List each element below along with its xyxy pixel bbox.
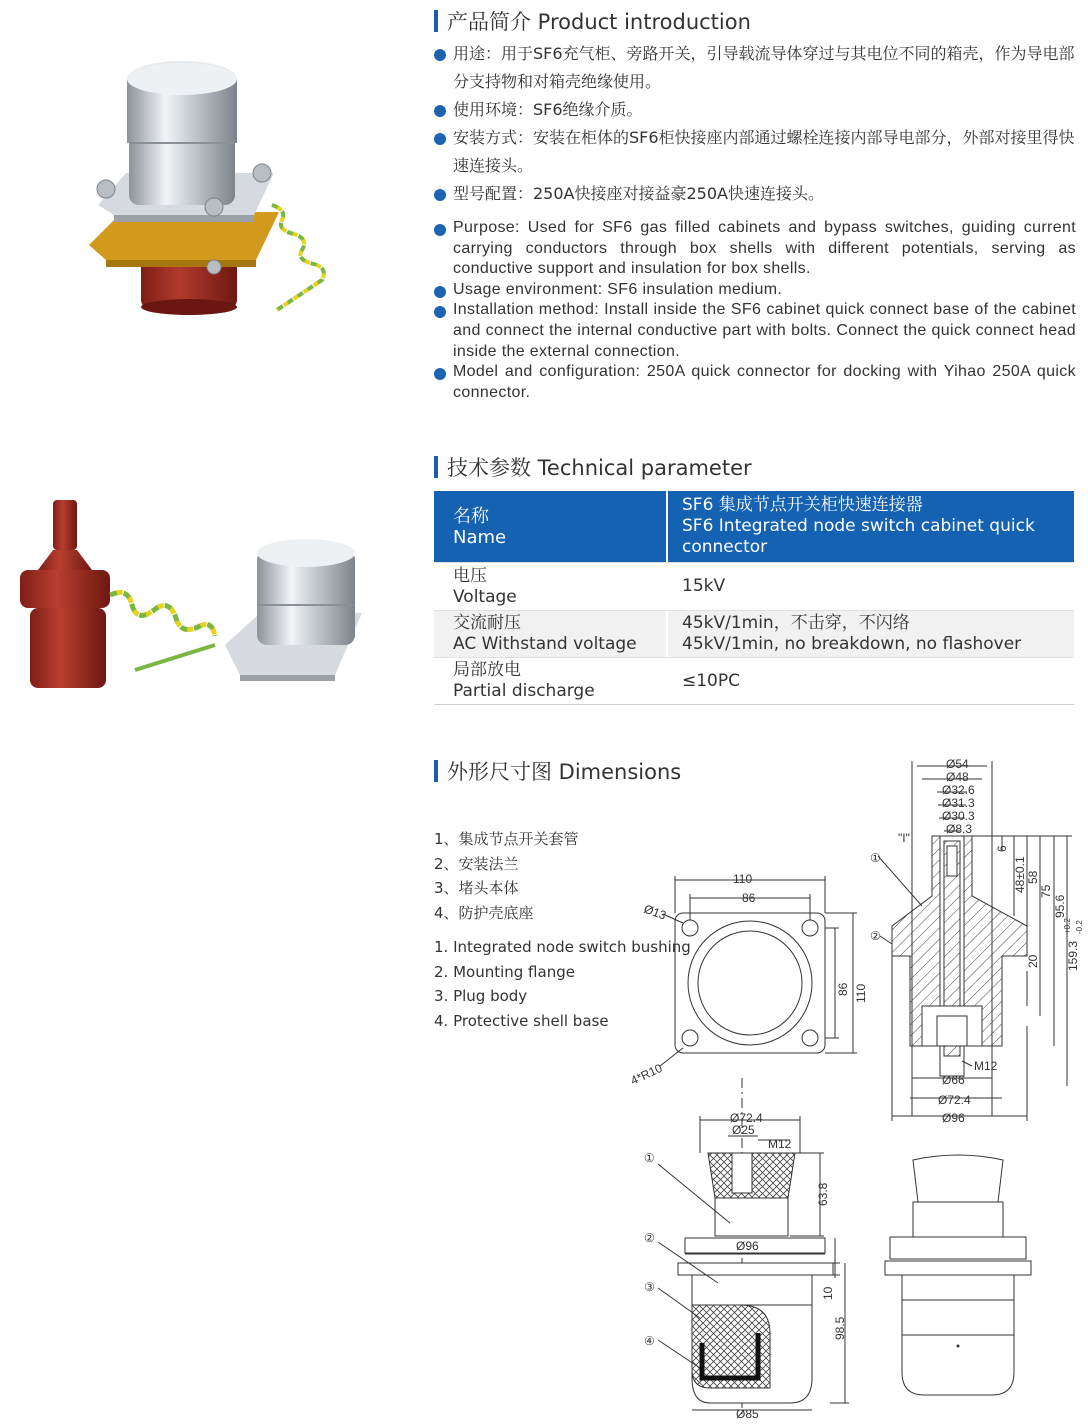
assembly-side-view-drawing: [880, 1150, 1040, 1410]
list-item: Usage environment: SF6 insulation medium.: [434, 280, 1076, 301]
intro-list-chinese: [434, 40, 1076, 208]
row-value-secondary: 45kV/1min, no breakdown, no flashover: [682, 634, 1022, 654]
assembly-d85: Ø85: [736, 1407, 759, 1421]
product-photo-assembled: [84, 55, 334, 317]
bushing-d30-3: Ø30.3: [942, 809, 975, 823]
bushing-h159-tol-up: +0.2: [1063, 918, 1072, 934]
intro-list-english: [434, 218, 1076, 403]
flange-height-inner: 86: [836, 982, 850, 996]
side-view-marker: [957, 1345, 960, 1348]
technical-parameter-title: 技术参数 Technical parameter: [447, 456, 752, 480]
assembly-callout-3: ③: [644, 1280, 655, 1294]
title-accent-bar: [434, 10, 438, 32]
dimensions-title: 外形尺寸图 Dimensions: [447, 760, 682, 784]
table-row: [434, 611, 1074, 658]
bushing-detail-label: "I": [898, 831, 910, 845]
assembly-h98-5: 98.5: [833, 1316, 847, 1340]
title-accent-bar: [434, 760, 438, 782]
bushing-section-drawing: [862, 756, 1084, 1128]
row-label-cn: 局部放电: [453, 660, 521, 680]
assembly-callout-4: ④: [644, 1334, 655, 1348]
legend-item: 3. Plug body: [434, 987, 528, 1006]
legend-item: 3、堵头本体: [434, 879, 519, 898]
legend-item: 1、集成节点开关套管: [434, 830, 579, 848]
table-row: [434, 658, 1074, 705]
row-label-cn: 电压: [453, 565, 487, 586]
assembly-h10: 10: [821, 1286, 835, 1300]
bushing-h75: 75: [1039, 884, 1053, 898]
assembly-section-drawing: [640, 1078, 860, 1420]
row-value: 45kV/1min，不击穿，不闪络: [682, 613, 910, 633]
legend-item: 4、防护壳底座: [434, 903, 534, 922]
table-label-cell: [434, 563, 668, 610]
assembly-callout-2: ②: [644, 1231, 655, 1245]
row-label-cn: 交流耐压: [453, 613, 521, 633]
list-item: Installation method: Install inside the SF6 cabinet quick connect base of the cabinet and connect the internal conductive part with bolts. Connect the quick connect head inside the external connection.: [434, 300, 1076, 362]
product-intro-title: 产品简介 Product introduction: [447, 10, 751, 34]
flange-width-inner: 86: [742, 891, 756, 905]
bushing-d54: Ø54: [946, 757, 969, 771]
header-value-en: SF6 Integrated node switch cabinet quick connector: [682, 516, 1035, 557]
bushing-h20: 20: [1026, 954, 1040, 968]
legend-item: 2. Mounting flange: [434, 962, 575, 981]
legend-item: 1. Integrated node switch bushing: [434, 938, 691, 956]
row-label-en: AC Withstand voltage: [453, 634, 637, 654]
flange-top-view-drawing: [625, 868, 868, 1088]
assembly-d25: Ø25: [732, 1123, 755, 1137]
table-header-row: [434, 491, 1074, 563]
bushing-m12: M12: [974, 1059, 998, 1073]
table-label-cell: [434, 658, 668, 704]
header-name-cn: 名称: [453, 505, 489, 527]
bushing-d31-3: Ø31.3: [942, 796, 975, 810]
bushing-callout-2: ②: [870, 929, 881, 943]
bushing-d32-6: Ø32.6: [942, 783, 975, 797]
row-label-en: Voltage: [453, 586, 517, 607]
parts-legend-chinese: [434, 827, 579, 925]
section-title-product-intro: [434, 6, 751, 36]
table-value-cell: [668, 658, 1074, 704]
list-item: 型号配置：250A快接座对接益豪250A快速连接头。: [434, 180, 1076, 208]
table-value-cell: [668, 611, 1074, 657]
technical-parameter-table: [434, 491, 1074, 705]
bushing-h58: 58: [1026, 870, 1040, 884]
assembly-h63-8: 63.8: [816, 1182, 830, 1206]
bushing-d66: Ø66: [942, 1073, 965, 1087]
assembly-callout-1: ①: [644, 1151, 655, 1165]
list-item: Purpose: Used for SF6 gas filled cabinets and bypass switches, guiding current carrying conductors through box shells with different potentials, serving as conductive support and insulation for box shells.: [434, 218, 1076, 280]
row-value: ≤10PC: [682, 670, 740, 691]
bushing-d48: Ø48: [946, 770, 969, 784]
table-header-value-cell: [668, 491, 1074, 562]
table-row: [434, 563, 1074, 611]
bushing-d72-4: Ø72.4: [938, 1093, 971, 1107]
bushing-h48: 48±0.1: [1013, 856, 1027, 893]
list-item: 用途：用于SF6充气柜、旁路开关，引导载流导体穿过与其电位不同的箱壳，作为导电部分支持物和对箱壳绝缘使用。: [434, 40, 1076, 96]
section-title-technical-parameter: [434, 452, 752, 482]
header-value-cn: SF6 集成节点开关柜快速连接器: [682, 495, 923, 515]
list-item: 使用环境：SF6绝缘介质。: [434, 96, 1076, 124]
bushing-h6: 6: [995, 845, 1009, 852]
legend-item: 2、安装法兰: [434, 854, 519, 873]
list-item: 安装方式：安装在柜体的SF6柜快接座内部通过螺栓连接内部导电部分，外部对接里得快速连接头。: [434, 124, 1076, 180]
bushing-h159-3: 159.3: [1066, 940, 1080, 971]
assembly-m12: M12: [768, 1137, 792, 1151]
legend-item: 4. Protective shell base: [434, 1011, 609, 1030]
bushing-callout-1: ①: [870, 851, 881, 865]
table-value-cell: [668, 563, 1074, 610]
assembly-d96: Ø96: [736, 1239, 759, 1253]
bushing-h95-6: 95.6: [1053, 894, 1067, 918]
row-label-en: Partial discharge: [453, 681, 595, 701]
header-name-en: Name: [453, 526, 507, 548]
bushing-d8-3: Ø8.3: [946, 822, 973, 836]
table-label-cell: [434, 611, 668, 657]
row-value: 15kV: [682, 576, 726, 596]
product-photo-disassembled: [10, 495, 370, 695]
table-header-name-cell: [434, 491, 668, 562]
bushing-h159-tol-dn: -0.2: [1075, 920, 1084, 934]
flange-width-outer: 110: [733, 872, 753, 886]
flange-corner-radius: 4*R10: [628, 1060, 665, 1088]
list-item: Model and configuration: 250A quick connector for docking with Yihao 250A quick connector.: [434, 362, 1076, 403]
title-accent-bar: [434, 456, 438, 478]
assembly-d72-4: Ø72.4: [730, 1111, 763, 1125]
flange-hole-diameter: Ø13: [641, 901, 669, 923]
bushing-d96: Ø96: [942, 1111, 965, 1125]
flange-height-outer: 110: [854, 983, 868, 1003]
section-title-dimensions: [434, 756, 681, 786]
